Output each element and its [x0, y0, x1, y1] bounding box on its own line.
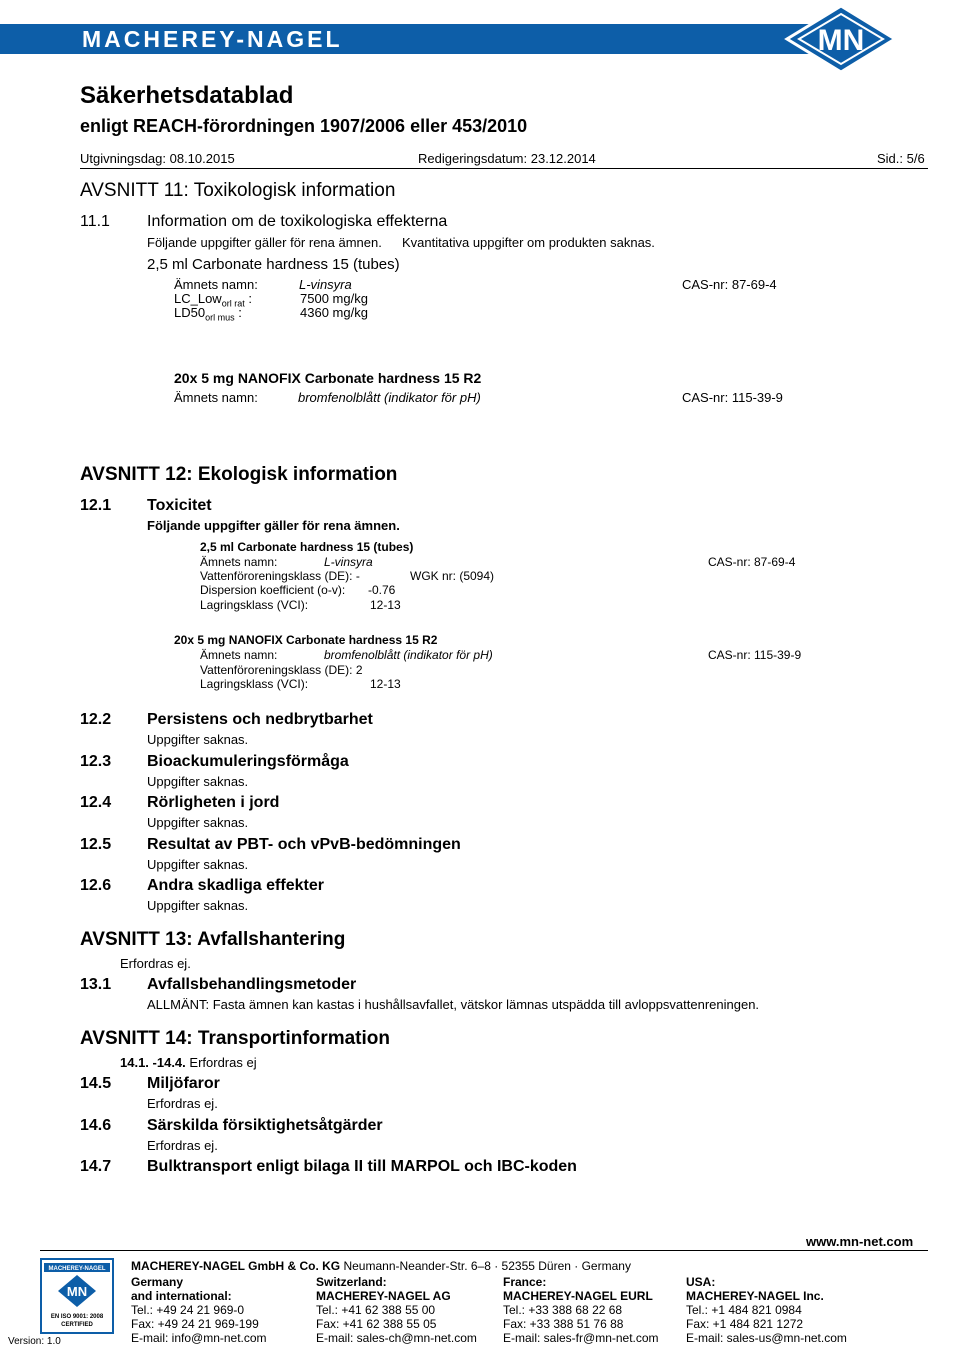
subsection-number: 12.4: [80, 794, 112, 811]
cas-number: CAS-nr: 87-69-4: [682, 277, 777, 292]
footer-col-fax: Fax: +33 388 51 76 88: [503, 1317, 624, 1331]
footer-col-subheading: MACHEREY-NAGEL EURL: [503, 1289, 653, 1303]
subsection-number: 12.5: [80, 836, 112, 853]
subsection-title: Toxicitet: [147, 497, 212, 514]
header-rule: [80, 168, 928, 169]
dispersion-label: Dispersion koefficient (o-v):: [200, 583, 346, 597]
footer-col-tel: Tel.: +41 62 388 55 00: [316, 1303, 436, 1317]
footer-rule: [40, 1250, 928, 1251]
subsection-number: 11.1: [80, 213, 110, 230]
cas-number: CAS-nr: 87-69-4: [708, 555, 796, 569]
dispersion-value: -0.76: [368, 583, 396, 597]
svg-text:CERTIFIED: CERTIFIED: [61, 1322, 93, 1328]
cas-number: CAS-nr: 115-39-9: [682, 390, 783, 405]
website: www.mn-net.com: [806, 1234, 914, 1249]
note-pure-substances: Följande uppgifter gäller för rena ämnen.: [147, 518, 400, 533]
footer-col-email[interactable]: E-mail: sales-fr@mn-net.com: [503, 1331, 659, 1345]
product-name: 2,5 ml Carbonate hardness 15 (tubes): [200, 540, 414, 554]
footer-col-heading: USA:: [686, 1275, 716, 1289]
subsection-text: Uppgifter saknas.: [147, 898, 249, 913]
wgk-number: WGK nr: (5094): [410, 569, 495, 583]
footer-col-email[interactable]: E-mail: sales-us@mn-net.com: [686, 1331, 847, 1345]
subsection-title: Persistens och nedbrytbarhet: [147, 711, 373, 728]
substance-name: bromfenolblått (indikator för pH): [298, 390, 481, 405]
storage-value: 12-13: [370, 598, 401, 612]
footer-col-subheading: MACHEREY-NAGEL AG: [316, 1289, 451, 1303]
subsection-title: Bulktransport enligt bilaga II till MARPOL och IBC-koden: [147, 1158, 577, 1175]
lc-label: LC_Low$_{orl rat}$ :: [174, 291, 252, 309]
note-pure-substances: Följande uppgifter gäller för rena ämnen.: [147, 235, 382, 250]
brand-name: MACHEREY-NAGEL: [82, 26, 343, 52]
subsection-title: Avfallsbehandlingsmetoder: [147, 976, 357, 993]
company-line: MACHEREY-NAGEL GmbH & Co. KG Neumann-Neander-Str. 6–8 · 52355 Düren · Germany: [131, 1259, 631, 1273]
disposal-text: ALLMÄNT: Fasta ämnen kan kastas i hushållsavfallet, vätskor lämnas utspädda till avloppsvattenreningen.: [147, 997, 760, 1012]
ld50-label: $LD50_{orl mus}$ :: [174, 305, 242, 323]
footer-col-fax: Fax: +49 24 21 969-199: [131, 1317, 259, 1331]
lc-value: 7500 mg/kg: [300, 291, 368, 306]
footer-col-heading: Switzerland:: [316, 1275, 387, 1289]
section-13-heading: AVSNITT 13: Avfallshantering: [80, 929, 346, 950]
cas-number: CAS-nr: 115-39-9: [708, 648, 802, 662]
footer-col-tel: Tel.: +33 388 68 22 68: [503, 1303, 623, 1317]
substance-name: bromfenolblått (indikator för pH): [324, 648, 493, 662]
subsection-number: 12.6: [80, 877, 112, 894]
footer-col-heading: Germany: [131, 1275, 184, 1289]
subsection-title: Miljöfaror: [147, 1075, 220, 1092]
subsection-text: Uppgifter saknas.: [147, 857, 249, 872]
doc-subtitle: enligt REACH-förordningen 1907/2006 eller 453/2010: [80, 116, 528, 136]
footer-col-tel: Tel.: +1 484 821 0984: [686, 1303, 802, 1317]
section-13-intro: Erfordras ej.: [120, 956, 191, 971]
water-class: Vattenföroreningsklass (DE): -: [200, 569, 360, 583]
footer-col-subheading: and international:: [131, 1289, 232, 1303]
subsection-title: Bioackumuleringsförmåga: [147, 753, 349, 770]
subsection-title: Rörligheten i jord: [147, 794, 280, 811]
section-11-heading: AVSNITT 11: Toxikologisk information: [80, 180, 396, 201]
footer-col-tel: Tel.: +49 24 21 969-0: [131, 1303, 245, 1317]
subsection-title: Särskilda försiktighetsåtgärder: [147, 1117, 383, 1134]
svg-text:MACHEREY-NAGEL: MACHEREY-NAGEL: [48, 1266, 106, 1272]
subsection-number: 14.5: [80, 1075, 112, 1092]
svg-text:MN: MN: [66, 1284, 88, 1299]
section-14-heading: AVSNITT 14: Transportinformation: [80, 1028, 391, 1049]
section-12-heading: AVSNITT 12: Ekologisk information: [80, 464, 398, 485]
subsection-text: Erfordras ej.: [147, 1096, 218, 1111]
subsection-number: 14.6: [80, 1117, 112, 1134]
subsection-number: 12.2: [80, 711, 112, 728]
footer-col-fax: Fax: +41 62 388 55 05: [316, 1317, 437, 1331]
header: [0, 0, 960, 75]
subsection-title: Information om de toxikologiska effekterna: [147, 213, 448, 230]
note-quantitative: Kvantitativa uppgifter om produkten saknas.: [402, 235, 655, 250]
subsection-title: Andra skadliga effekter: [147, 877, 324, 894]
mn-logo-icon: [783, 4, 899, 74]
iso-certificate-badge-icon: [40, 1258, 114, 1334]
substance-name: L-vinsyra: [299, 277, 352, 292]
storage-label: Lagringsklass (VCI):: [200, 677, 309, 691]
logo-text: MN: [817, 24, 865, 57]
footer-col-email[interactable]: E-mail: sales-ch@mn-net.com: [316, 1331, 477, 1345]
storage-label: Lagringsklass (VCI):: [200, 598, 309, 612]
substance-label: Ämnets namn:: [200, 555, 278, 569]
subsection-text: Uppgifter saknas.: [147, 732, 249, 747]
storage-value: 12-13: [370, 677, 401, 691]
subsection-number: 12.3: [80, 753, 112, 770]
product-name: 20x 5 mg NANOFIX Carbonate hardness 15 R2: [174, 370, 482, 386]
subsection-number: 14.7: [80, 1158, 112, 1175]
subsection-number: 13.1: [80, 976, 112, 993]
subsection-number: 12.1: [80, 497, 112, 514]
substance-label: Ämnets namn:: [174, 277, 258, 292]
water-class: Vattenföroreningsklass (DE): 2: [200, 663, 363, 677]
footer-col-email[interactable]: E-mail: info@mn-net.com: [131, 1331, 267, 1345]
substance-label: Ämnets namn:: [174, 390, 258, 405]
substance-label: Ämnets namn:: [200, 648, 278, 662]
doc-title: Säkerhetsdatablad: [80, 82, 294, 109]
subsection-title: Resultat av PBT- och vPvB-bedömningen: [147, 836, 461, 853]
product-name: 2,5 ml Carbonate hardness 15 (tubes): [147, 256, 400, 273]
footer-col-fax: Fax: +1 484 821 1272: [686, 1317, 804, 1331]
issue-date: Utgivningsdag: 08.10.2015: [80, 151, 235, 166]
version: Version: 1.0: [8, 1336, 61, 1347]
ld50-value: 4360 mg/kg: [300, 305, 368, 320]
subsection-text: Uppgifter saknas.: [147, 815, 249, 830]
footer-col-heading: France:: [503, 1275, 547, 1289]
subsection-text: Uppgifter saknas.: [147, 774, 249, 789]
substance-name: L-vinsyra: [324, 555, 373, 569]
transport-range: 14.1. -14.4. Erfordras ej: [120, 1055, 257, 1070]
page-number: Sid.: 5/6: [877, 151, 925, 166]
product-name: 20x 5 mg NANOFIX Carbonate hardness 15 R2: [174, 633, 438, 647]
subsection-text: Erfordras ej.: [147, 1138, 218, 1153]
svg-text:EN ISO 9001: 2008: EN ISO 9001: 2008: [50, 1314, 104, 1320]
footer-col-subheading: MACHEREY-NAGEL Inc.: [686, 1289, 824, 1303]
revision-date: Redigeringsdatum: 23.12.2014: [418, 151, 596, 166]
